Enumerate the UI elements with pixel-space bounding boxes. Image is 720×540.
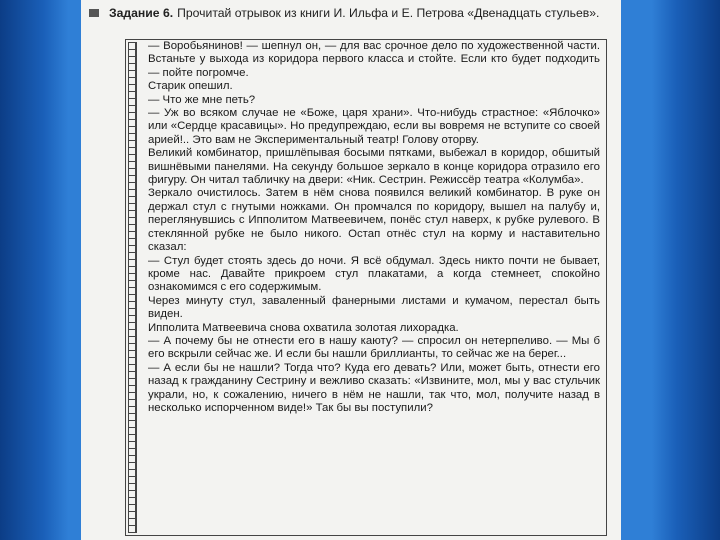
task-header — [109, 6, 609, 21]
task-text: Прочитай отрывок из книги И. Ильфа и Е. Петрова «Двенадцать стульев». — [177, 6, 600, 20]
excerpt-paragraph: — Уж во всяком случае не «Боже, царя храни». Что-нибудь страстное: «Яблочко» или «Сердце красавицы». Но предупреждаю, если вы вовремя не вступите со своей арией!.. Это вам не Экспериментальный театр! Голову оторву. — [148, 107, 600, 146]
excerpt-paragraph: — Что же мне петь? — [148, 93, 256, 106]
excerpt-paragraph: — Стул будет стоять здесь до ночи. Я всё обдумал. Здесь никто почти не бывает, кроме нас. Давайте прикроем стул плакатами, а когда стемнеет, спокойно ознакомимся с его содержимым. — [148, 254, 600, 294]
excerpt-paragraph: Через минуту стул, заваленный фанерными листами и кумачом, перестал быть виден. — [148, 294, 600, 321]
excerpt-paragraph: Ипполита Матвеевича снова охватила золотая лихорадка. — [148, 321, 459, 334]
excerpt-paragraph: — Воробьянинов! — шепнул он, — для вас срочное дело по художественной части. Встаньте у выхода из коридора первого класса и стойте. Если кто будет подходить — пойте погромче. — [148, 40, 600, 79]
textbook-page — [81, 0, 621, 540]
excerpt-paragraph: Зеркало очистилось. Затем в нём снова появился великий комбинатор. В руке он держал стул с гнутыми ножками. Он промчался по коридору, вышел на палубу и, переглянувшись с Ипполитом Матвеевичем, понёс стул наверх, к рубке рулевого. В стеклянной рубке не было никого. Остап отнёс стул на корму и наставительно сказал: — [148, 187, 600, 254]
excerpt-paragraph: Великий комбинатор, пришлёпывая босыми пятками, выбежал в коридор, обшитый вишнёвыми панелями. На секунду большое зеркало в конце коридора отразило его фигуру. Он читал табличку на двери: «Ник. Сестрин. Режиссёр театра «Колумба». — [148, 147, 600, 187]
grid-margin-strip — [128, 42, 137, 533]
task-label: Задание 6. — [109, 6, 174, 20]
excerpt-text — [148, 40, 600, 415]
square-bullet-icon — [89, 9, 99, 17]
excerpt-paragraph: — А если бы не нашли? Тогда что? Куда его девать? Или, может быть, отнести его назад к гражданину Сестрину и вежливо сказать: «Извините, мол, мы у вас стульчик украли, но, к сожалению, ничего в нём не нашли, так что, мол, получите назад в несколько испорченном виде!» Так бы вы поступили? — [148, 361, 600, 414]
excerpt-paragraph: Старик опешил. — [148, 80, 233, 93]
excerpt-paragraph: — А почему бы не отнести его в нашу каюту? — спросил он нетерпеливо. — Мы б его вскрыли сейчас же. И если бы нашли бриллианты, то сейчас же на берег... — [148, 334, 600, 361]
